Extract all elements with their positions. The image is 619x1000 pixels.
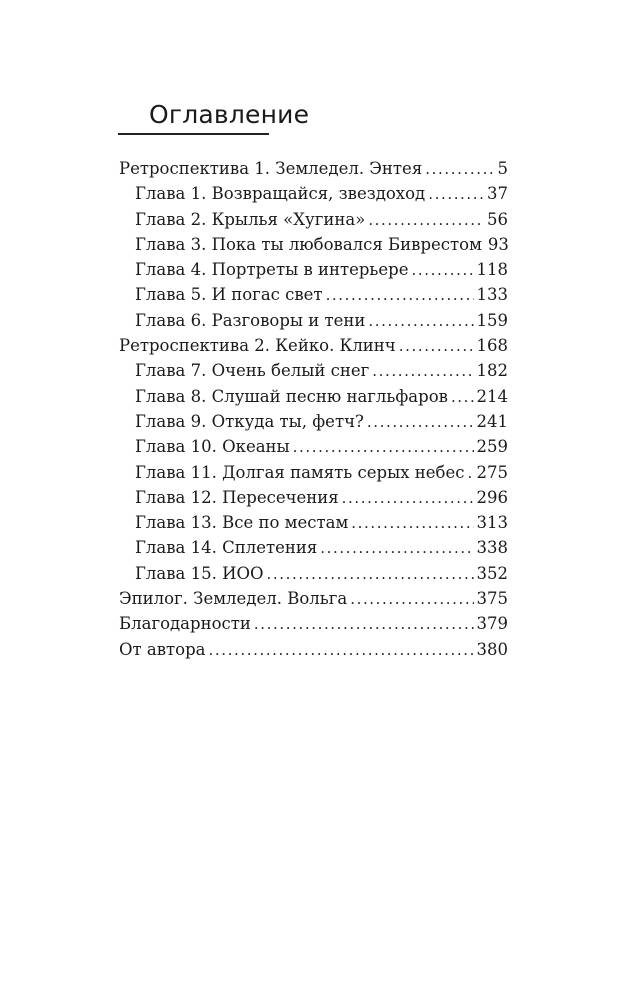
toc-entry-title: Глава 4. Портреты в интерьере bbox=[135, 260, 409, 280]
toc-entry-epilogue[interactable] bbox=[119, 586, 508, 611]
toc-entry-chapter-4[interactable] bbox=[119, 257, 508, 282]
toc-dot-leader bbox=[367, 410, 474, 435]
toc-dot-leader bbox=[368, 208, 484, 233]
toc-dot-leader bbox=[351, 511, 473, 536]
toc-entry-page: 313 bbox=[476, 513, 508, 533]
toc-entry-chapter-3[interactable] bbox=[119, 232, 508, 257]
toc-heading: Оглавление bbox=[149, 100, 310, 129]
toc-entry-chapter-8[interactable] bbox=[119, 384, 508, 409]
toc-entry-title: Глава 11. Долгая память серых небес bbox=[135, 462, 465, 482]
toc-dot-leader bbox=[209, 638, 474, 663]
toc-entry-title: Глава 1. Возвращайся, звездоход bbox=[135, 184, 426, 204]
toc-entry-page: 275 bbox=[476, 462, 508, 482]
toc-entry-page: 93 bbox=[487, 234, 509, 254]
toc-entry-retrospective-2[interactable] bbox=[119, 333, 508, 358]
toc-entry-title: Глава 15. ИОО bbox=[135, 563, 264, 583]
toc-entry-chapter-15[interactable] bbox=[119, 561, 508, 586]
toc-entry-page: 214 bbox=[476, 386, 508, 406]
toc-entry-title: Глава 6. Разговоры и тени bbox=[135, 310, 366, 330]
toc-entry-page: 182 bbox=[476, 361, 508, 381]
toc-entry-chapter-1[interactable] bbox=[119, 181, 508, 206]
toc-entry-page: 159 bbox=[476, 310, 508, 330]
table-of-contents bbox=[119, 156, 508, 662]
toc-dot-leader bbox=[368, 309, 473, 334]
heading-underline bbox=[118, 133, 269, 135]
toc-dot-leader bbox=[428, 182, 484, 207]
toc-entry-page: 168 bbox=[476, 336, 508, 356]
toc-dot-leader bbox=[451, 385, 474, 410]
toc-entry-chapter-10[interactable] bbox=[119, 434, 508, 459]
toc-entry-title: От автора bbox=[119, 639, 206, 659]
toc-entry-page: 338 bbox=[476, 538, 508, 558]
toc-heading-block bbox=[118, 100, 310, 135]
toc-entry-chapter-6[interactable] bbox=[119, 308, 508, 333]
toc-entry-chapter-14[interactable] bbox=[119, 535, 508, 560]
toc-dot-leader bbox=[425, 157, 494, 182]
toc-entry-title: Глава 8. Слушай песню нагльфаров bbox=[135, 386, 448, 406]
toc-entry-chapter-9[interactable] bbox=[119, 409, 508, 434]
toc-entry-page: 259 bbox=[476, 437, 508, 457]
toc-entry-title: Эпилог. Земледел. Вольга bbox=[119, 589, 348, 609]
toc-dot-leader bbox=[412, 258, 474, 283]
toc-dot-leader bbox=[399, 334, 474, 359]
toc-entry-page: 352 bbox=[476, 563, 508, 583]
toc-entry-title: Глава 10. Океаны bbox=[135, 437, 290, 457]
toc-entry-chapter-12[interactable] bbox=[119, 485, 508, 510]
toc-dot-leader bbox=[267, 562, 474, 587]
toc-entry-chapter-2[interactable] bbox=[119, 207, 508, 232]
toc-entry-title: Глава 5. И погас свет bbox=[135, 285, 323, 305]
toc-entry-page: 375 bbox=[476, 589, 508, 609]
toc-entry-title: Глава 3. Пока ты любовался Биврестом bbox=[135, 234, 482, 254]
toc-entry-from-author[interactable] bbox=[119, 637, 508, 662]
toc-entry-page: 296 bbox=[476, 487, 508, 507]
toc-entry-title: Глава 7. Очень белый снег bbox=[135, 361, 370, 381]
toc-entry-title: Глава 12. Пересечения bbox=[135, 487, 339, 507]
toc-entry-retrospective-1[interactable] bbox=[119, 156, 508, 181]
toc-entry-chapter-5[interactable] bbox=[119, 282, 508, 307]
toc-entry-title: Глава 13. Все по местам bbox=[135, 513, 349, 533]
toc-entry-title: Ретроспектива 2. Кейко. Клинч bbox=[119, 336, 396, 356]
toc-dot-leader bbox=[372, 359, 473, 384]
toc-entry-page: 380 bbox=[476, 639, 508, 659]
toc-dot-leader bbox=[467, 461, 473, 486]
toc-entry-page: 56 bbox=[487, 209, 508, 229]
toc-entry-page: 379 bbox=[476, 614, 508, 634]
toc-entry-page: 133 bbox=[476, 285, 508, 305]
toc-entry-title: Глава 2. Крылья «Хугина» bbox=[135, 209, 366, 229]
toc-entry-title: Ретроспектива 1. Земледел. Энтея bbox=[119, 159, 423, 178]
toc-dot-leader bbox=[293, 435, 474, 460]
toc-entry-chapter-7[interactable] bbox=[119, 358, 508, 383]
toc-dot-leader bbox=[254, 612, 474, 637]
toc-entry-chapter-13[interactable] bbox=[119, 510, 508, 535]
toc-dot-leader bbox=[326, 283, 474, 308]
toc-entry-title: Глава 14. Сплетения bbox=[135, 538, 318, 558]
toc-entry-title: Благодарности bbox=[119, 614, 251, 634]
toc-entry-chapter-11[interactable] bbox=[119, 460, 508, 485]
toc-entry-page: 5 bbox=[497, 159, 508, 178]
toc-dot-leader bbox=[350, 587, 473, 612]
toc-entry-page: 241 bbox=[476, 411, 508, 431]
toc-dot-leader bbox=[342, 486, 474, 511]
toc-entry-title: Глава 9. Откуда ты, фетч? bbox=[135, 411, 364, 431]
toc-entry-page: 37 bbox=[487, 184, 508, 204]
toc-dot-leader bbox=[320, 536, 473, 561]
toc-entry-page: 118 bbox=[476, 260, 508, 280]
toc-entry-acknowledgements[interactable] bbox=[119, 611, 508, 636]
